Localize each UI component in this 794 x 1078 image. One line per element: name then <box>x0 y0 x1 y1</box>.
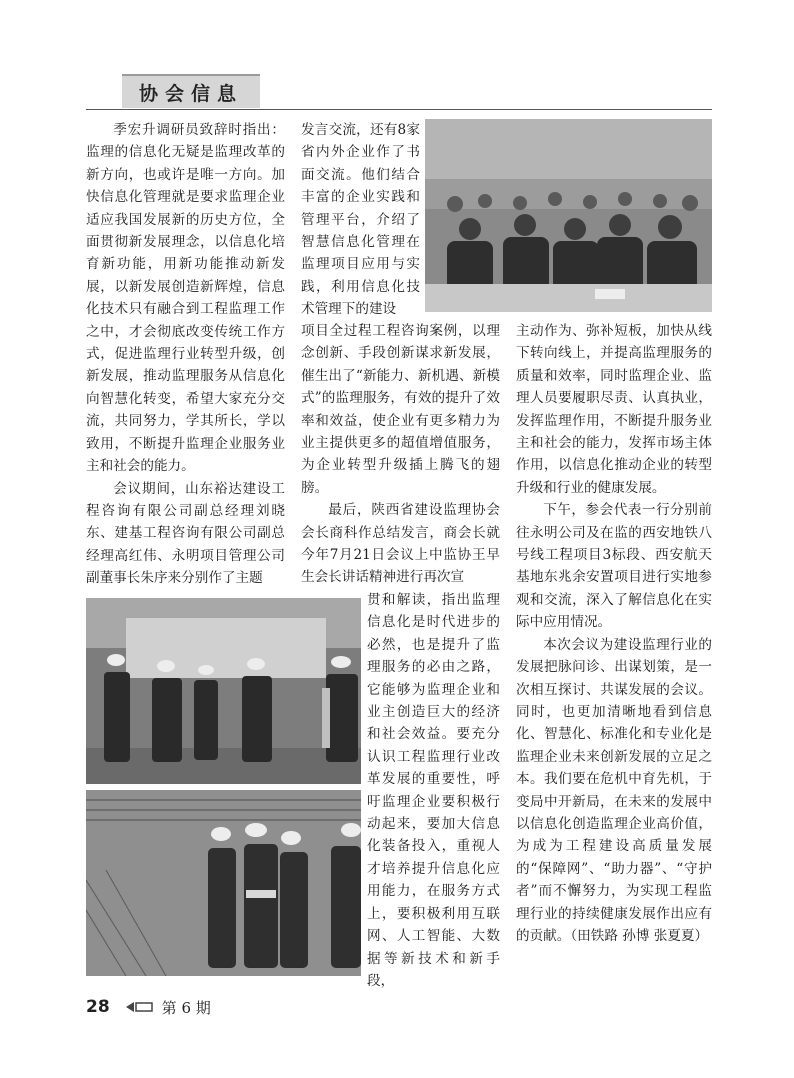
paragraph-afternoon: 下午，参会代表一行分别前往永明公司及在监的西安地铁八号线工程项目3标段、西安航天基地东兆余安置项目进行实地参观和交流，深入了解信息化在实际中应用情况。 <box>516 502 712 631</box>
column-1 <box>86 119 285 590</box>
paragraph-exchange: 发言交流，还有8家省内外企业作了书面交流。他们结合丰富的企业实践和管理平台，介绍了智慧信息化管理在监理项目应用与实践，利用信息化技术管理下的建设 <box>301 122 420 318</box>
column-2-upper <box>301 119 420 321</box>
header-divider <box>86 109 712 110</box>
column-2-lower <box>367 589 500 992</box>
paragraph-interpretation: 贯和解读，指出监理信息化是时代进步的必然，也是提升了监理服务的必由之路，它能够为监理企业和业主创造巨大的经济和社会效益。要充分认识工程监理行业改革发展的重要性，呼吁监理企业要积极行动起来，要加大信息化装备投入，重视人才培养提升信息化应用能力，在服务方式上，要积极利用互联网、人工智能、大数据等新技术和新手段， <box>367 592 500 989</box>
paragraph-conclusion: 本次会议为建设监理行业的发展把脉问诊、出谋划策，是一次相互探讨、共谋发展的会议。同时，也更加清晰地看到信息化、智慧化、标准化和专业化是监理企业未来创新发展的立足之本。我们要在危机中育先机，于变局中开新局，在未来的发展中以信息化创造监理企业高价值，为成为工程建设高质量发展的“保障网”、“助力器”、“守护者”而不懈努力，为实现工程监理行业的持续健康发展作出应有的贡献。（田铁路 孙博 张夏夏） <box>516 636 712 944</box>
section-title: 协会信息 <box>122 74 260 108</box>
issue-number: 第 6 期 <box>161 998 211 1017</box>
meeting-photo <box>425 119 712 312</box>
column-3 <box>516 320 712 947</box>
page-footer <box>86 993 211 1021</box>
site-visit-photo-2 <box>86 790 361 976</box>
page-number: 28 <box>86 997 110 1017</box>
paragraph-speech: 季宏升调研员致辞时指出：监理的信息化无疑是监理改革的新方向，也或许是唯一方向。加快信息化管理就是要求监理企业适应我国发展新的历史方位，全面贯彻新发展理念，以信息化培育新功能，用新功能推动新发展，以新发展创造新辉煌，信息化技术只有融合到工程监理工作之中，才会彻底改变传统工作方式，促进监理行业转型升级，创新发展，推动监理服务从信息化向智慧化转变，希望大家充分交流，共同努力，学其所长，学以致用，不断提升监理企业服务业主和社会的能力。 <box>86 122 285 475</box>
paragraph-initiative: 主动作为、弥补短板，加快从线下转向线上，并提高监理服务的质量和效率，同时监理企业、监理人员要履职尽责、认真执业，发挥监理作用，不断提升服务业主和社会的能力，发挥市场主体作用，以信息化推动企业的转型升级和行业的健康发展。 <box>516 323 712 496</box>
column-2-middle <box>301 320 500 589</box>
paragraph-cases: 项目全过程工程咨询案例，以理念创新、手段创新谋求新发展，催生出了“新能力、新机遇、新模式”的监理服务，有效的提升了效率和效益，使企业有更多精力为业主提供更多的超值增值服务，为企业转型升级插上腾飞的翅膀。 <box>301 323 500 496</box>
site-visit-photo-1 <box>86 598 361 784</box>
paragraph-summary: 最后，陕西省建设监理协会会长商科作总结发言，商会长就今年7月21日会议上中监协王早生会长讲话精神进行再次宣 <box>301 502 500 586</box>
magazine-logo-icon <box>124 1000 154 1014</box>
paragraph-meeting: 会议期间，山东裕达建设工程咨询有限公司副总经理刘晓东、建基工程咨询有限公司副总经理高红伟、永明项目管理公司副董事长朱序来分别作了主题 <box>86 480 285 587</box>
